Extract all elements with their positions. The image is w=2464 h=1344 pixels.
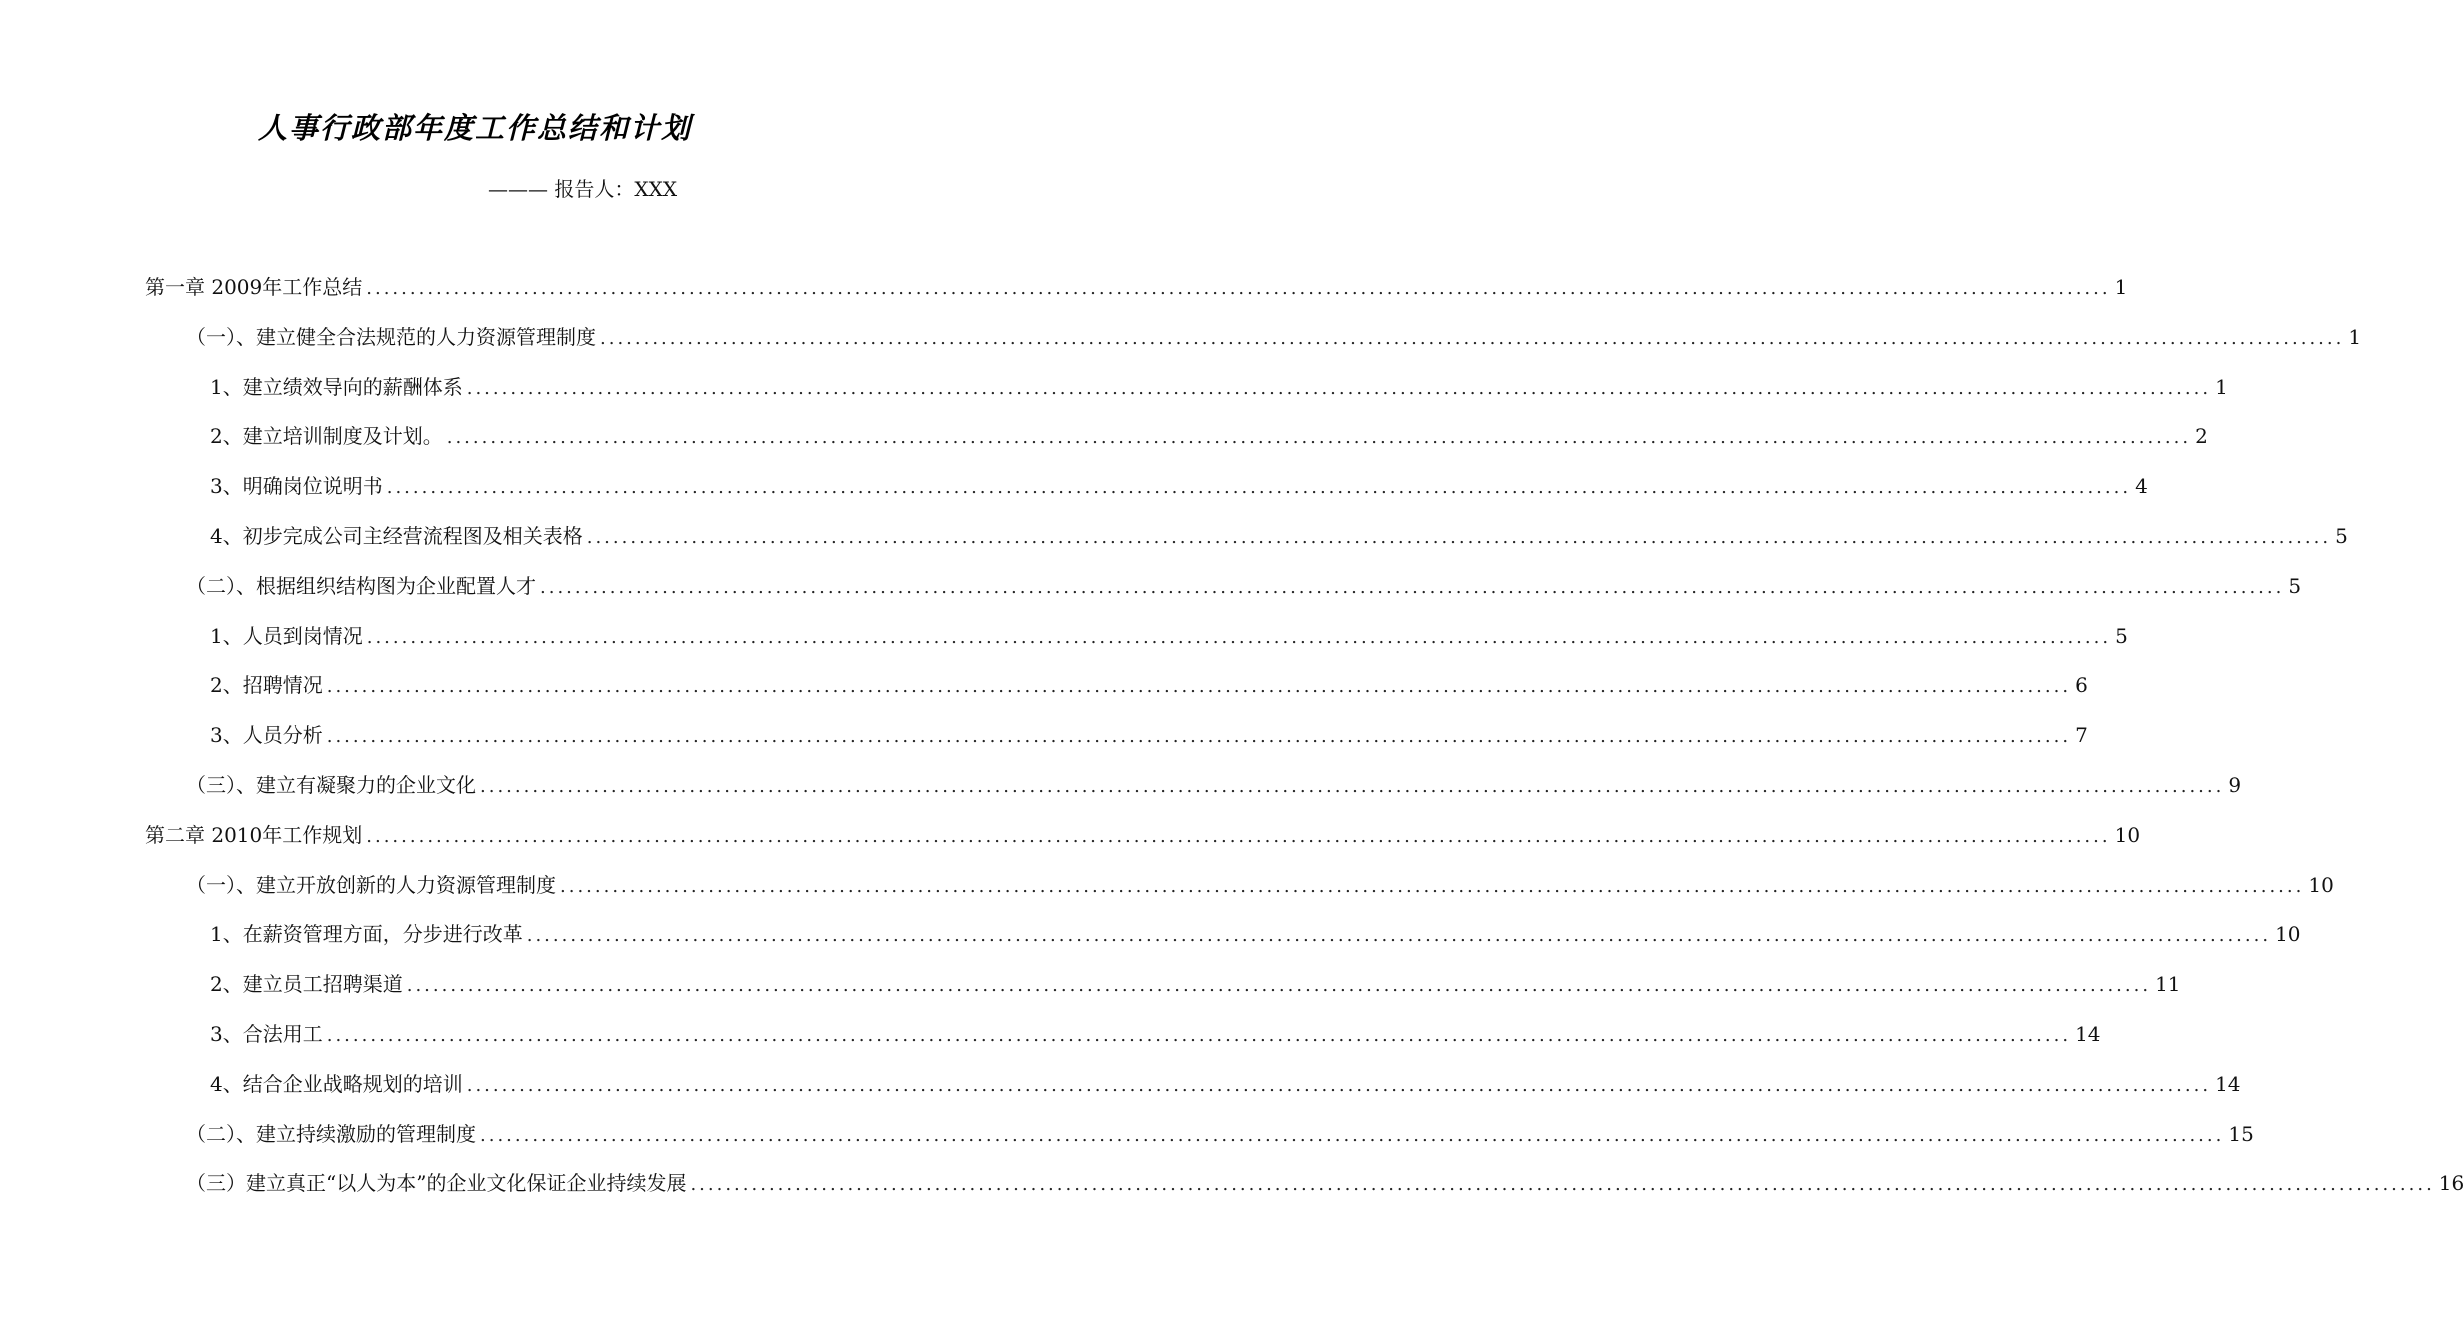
toc-entry-page-number: 14 bbox=[2215, 1071, 2241, 1096]
toc-entry-title: 1、在薪资管理方面，分步进行改革 bbox=[210, 922, 523, 947]
toc-entry[interactable] bbox=[186, 1166, 2464, 1200]
toc-entry-page-number: 10 bbox=[2308, 872, 2334, 897]
toc-entry-title: 1、人员到岗情况 bbox=[210, 623, 363, 648]
toc-entry-page-number: 5 bbox=[2335, 524, 2348, 548]
toc-entry[interactable] bbox=[210, 419, 2208, 453]
toc-dot-leader: ........................................................................................................................................................................................................ bbox=[466, 1074, 2212, 1096]
toc-entry-title: 2、招聘情况 bbox=[210, 673, 323, 698]
toc-dot-leader: ........................................................................................................................................................................................................ bbox=[560, 875, 2305, 897]
toc-entry[interactable] bbox=[186, 768, 2242, 802]
toc-entry-page-number: 6 bbox=[2075, 673, 2088, 698]
toc-entry-title: （一）、建立开放创新的人力资源管理制度 bbox=[186, 872, 556, 897]
toc-entry-page-number: 5 bbox=[2115, 623, 2128, 648]
toc-entry-title: （三）、建立有凝聚力的企业文化 bbox=[186, 773, 476, 797]
toc-entry-title: 2、建立培训制度及计划。 bbox=[210, 424, 443, 449]
toc-entry-page-number: 7 bbox=[2075, 723, 2088, 748]
toc-entry-title: （一）、建立健全合法规范的人力资源管理制度 bbox=[186, 324, 596, 349]
toc-entry-page-number: 10 bbox=[2114, 822, 2141, 847]
toc-dot-leader: ........................................................................................................................................................................................................ bbox=[366, 278, 2111, 299]
toc-entry[interactable] bbox=[145, 270, 2128, 304]
toc-entry-page-number: 9 bbox=[2228, 773, 2242, 797]
toc-entry-title: （二）、根据组织结构图为企业配置人才 bbox=[186, 573, 536, 598]
toc-dot-leader: ........................................................................................................................................................................................................ bbox=[326, 1025, 2072, 1046]
toc-dot-leader: ........................................................................................................................................................................................................ bbox=[446, 427, 2192, 449]
toc-entry-title: 3、明确岗位说明书 bbox=[210, 474, 383, 499]
toc-entry-page-number: 11 bbox=[2155, 972, 2181, 997]
toc-entry-title: （三）建立真正“以人为本”的企业文化保证企业持续发展 bbox=[186, 1171, 687, 1196]
toc-entry[interactable] bbox=[186, 320, 2362, 354]
toc-entry-page-number: 16 bbox=[2438, 1171, 2464, 1196]
toc-entry-page-number: 14 bbox=[2075, 1022, 2101, 1046]
toc-entry-title: 2、建立员工招聘渠道 bbox=[210, 972, 403, 997]
toc-dot-leader: ........................................................................................................................................................................................................ bbox=[586, 527, 2332, 548]
toc-entry[interactable] bbox=[186, 569, 2302, 603]
toc-entry[interactable] bbox=[210, 1067, 2241, 1101]
toc-entry[interactable] bbox=[145, 818, 2141, 852]
toc-dot-leader: ........................................................................................................................................................................................................ bbox=[326, 676, 2072, 698]
toc-entry[interactable] bbox=[210, 519, 2348, 553]
toc-entry-page-number: 15 bbox=[2228, 1121, 2254, 1146]
toc-dot-leader: ........................................................................................................................................................................................................ bbox=[690, 1174, 2435, 1196]
toc-entry[interactable] bbox=[186, 1117, 2254, 1151]
toc-dot-leader: ........................................................................................................................................................................................................ bbox=[540, 576, 2285, 598]
toc-entry-page-number: 2 bbox=[2195, 424, 2208, 449]
toc-entry[interactable] bbox=[186, 868, 2334, 902]
toc-entry[interactable] bbox=[210, 619, 2128, 653]
toc-dot-leader: ........................................................................................................................................................................................................ bbox=[326, 726, 2072, 748]
toc-entry-title: 1、建立绩效导向的薪酬体系 bbox=[210, 374, 463, 399]
toc-entry-title: 3、合法用工 bbox=[210, 1022, 323, 1046]
toc-dot-leader: ........................................................................................................................................................................................................ bbox=[366, 825, 2111, 847]
toc-entry-title: 4、结合企业战略规划的培训 bbox=[210, 1071, 463, 1096]
toc-dot-leader: ........................................................................................................................................................................................................ bbox=[526, 925, 2272, 947]
reporter-line: ——— 报告人：XXX bbox=[488, 177, 678, 201]
toc-entry-title: 第二章 2010年工作规划 bbox=[145, 822, 363, 847]
toc-entry[interactable] bbox=[210, 370, 2228, 404]
toc-entry-page-number: 1 bbox=[2215, 374, 2228, 399]
toc-dot-leader: ........................................................................................................................................................................................................ bbox=[366, 626, 2112, 648]
toc-entry-title: 第一章 2009年工作总结 bbox=[145, 275, 363, 299]
toc-entry[interactable] bbox=[210, 967, 2181, 1001]
toc-entry[interactable] bbox=[210, 917, 2301, 951]
toc-dot-leader: ........................................................................................................................................................................................................ bbox=[480, 1124, 2225, 1146]
toc-entry[interactable] bbox=[210, 718, 2088, 752]
toc-dot-leader: ........................................................................................................................................................................................................ bbox=[600, 327, 2345, 349]
toc-dot-leader: ........................................................................................................................................................................................................ bbox=[406, 975, 2152, 997]
toc-entry-title: 3、人员分析 bbox=[210, 723, 323, 748]
toc-entry-page-number: 5 bbox=[2288, 573, 2302, 598]
toc-entry-title: 4、初步完成公司主经营流程图及相关表格 bbox=[210, 524, 583, 548]
toc-entry-title: （二）、建立持续激励的管理制度 bbox=[186, 1121, 476, 1146]
document-title: 人事行政部年度工作总结和计划 bbox=[257, 111, 692, 145]
toc-entry-page-number: 1 bbox=[2114, 275, 2128, 299]
toc-dot-leader: ........................................................................................................................................................................................................ bbox=[386, 477, 2132, 499]
toc-entry[interactable] bbox=[210, 469, 2148, 503]
toc-entry[interactable] bbox=[210, 1017, 2101, 1051]
toc-dot-leader: ........................................................................................................................................................................................................ bbox=[480, 776, 2225, 797]
toc-entry-page-number: 10 bbox=[2275, 922, 2301, 947]
toc-dot-leader: ........................................................................................................................................................................................................ bbox=[466, 377, 2212, 399]
toc-entry[interactable] bbox=[210, 668, 2088, 702]
toc-entry-page-number: 4 bbox=[2135, 474, 2148, 499]
toc-entry-page-number: 1 bbox=[2348, 324, 2362, 349]
